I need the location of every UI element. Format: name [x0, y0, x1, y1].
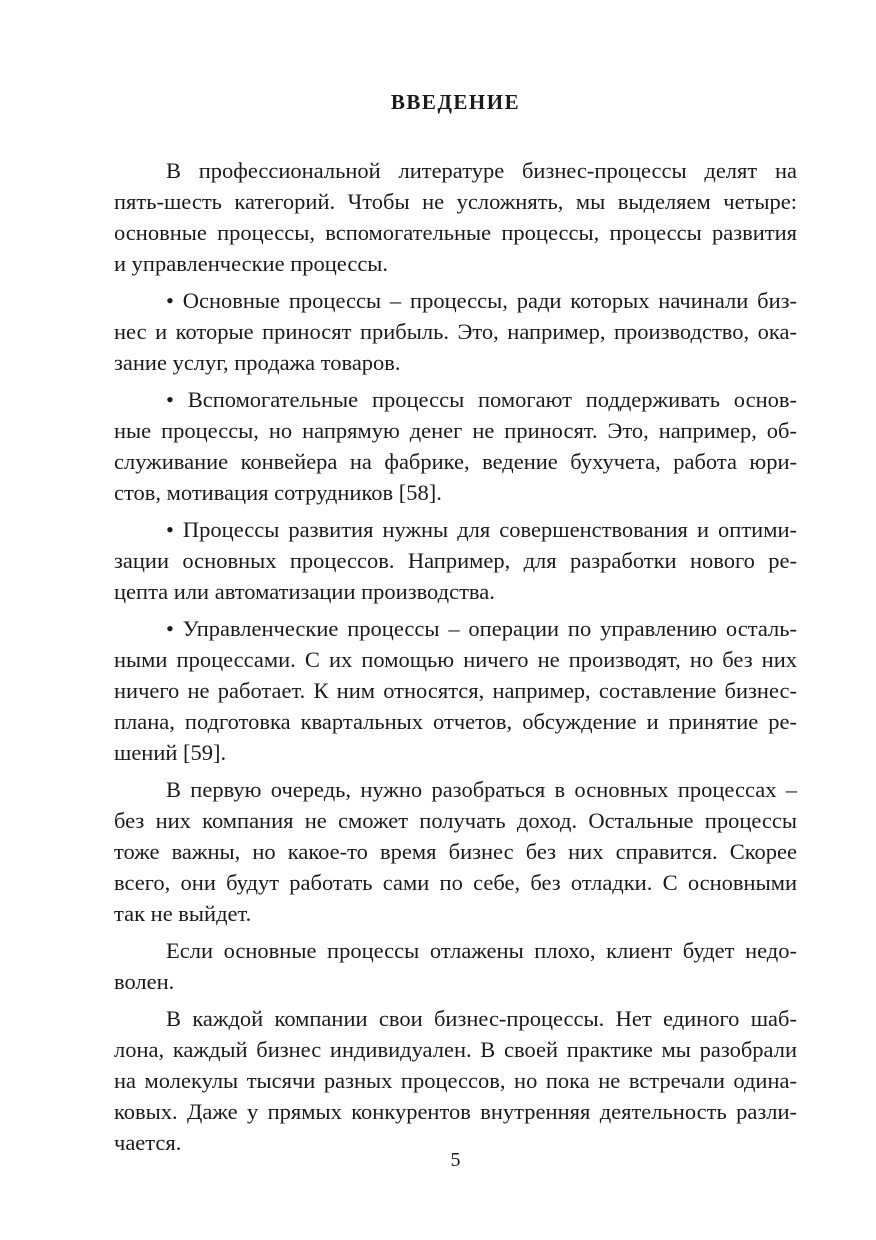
text-line: • Процессы развития нужны для совершенствования и оптими-	[166, 517, 797, 542]
bullet-paragraph	[114, 514, 797, 607]
text-line: ничего не работает. К ним относятся, например, составление бизнес-	[114, 678, 797, 703]
paragraph	[114, 155, 797, 279]
text-line: цепта или автоматизации производства.	[114, 579, 495, 604]
chapter-title: ВВЕДЕНИЕ	[390, 90, 521, 114]
text-line: и управленческие процессы.	[114, 251, 389, 276]
bullet-paragraph	[114, 613, 797, 768]
text-line: лона, каждый бизнес индивидуален. В своей практике мы разобрали	[114, 1037, 797, 1062]
text-line: шений [59].	[114, 740, 227, 765]
text-line: стов, мотивация сотрудников [58].	[114, 480, 442, 505]
text-line: так не выйдет.	[114, 901, 252, 926]
paragraph	[114, 774, 797, 929]
text-line: В профессиональной литературе бизнес-процессы делят на	[166, 158, 797, 183]
bullet-paragraph	[114, 384, 797, 508]
text-line: плана, подготовка квартальных отчетов, обсуждение и принятие ре-	[114, 709, 797, 734]
text-line: служивание конвейера на фабрике, ведение бухучета, работа юри-	[114, 449, 797, 474]
text-line: волен.	[114, 969, 175, 994]
text-line: В каждой компании свои бизнес-процессы. Нет единого шаб-	[166, 1006, 797, 1031]
text-line: • Управленческие процессы – операции по управлению осталь-	[166, 616, 797, 641]
text-line: пять-шесть категорий. Чтобы не усложнять, мы выделяем четыре:	[114, 189, 797, 214]
text-line: тоже важны, но какое-то время бизнес без них справится. Скорее	[114, 839, 797, 864]
text-line: ными процессами. С их помощью ничего не производят, но без них	[114, 647, 797, 672]
text-line: нес и которые приносят прибыль. Это, например, производство, ока-	[114, 319, 797, 344]
book-page	[114, 0, 797, 1240]
text-line: без них компания не сможет получать доход. Остальные процессы	[114, 808, 797, 833]
paragraph	[114, 935, 797, 997]
paragraph	[114, 1003, 797, 1158]
text-line: чается.	[114, 1130, 182, 1155]
text-line: зание услуг, продажа товаров.	[114, 350, 401, 375]
text-line: Если основные процессы отлажены плохо, клиент будет недо-	[166, 938, 797, 963]
text-line: • Основные процессы – процессы, ради которых начинали биз-	[166, 288, 797, 313]
text-line: ковых. Даже у прямых конкурентов внутренняя деятельность разли-	[114, 1099, 797, 1124]
text-line: зации основных процессов. Например, для разработки нового ре-	[114, 548, 797, 573]
text-line: ные процессы, но напрямую денег не приносят. Это, например, об-	[114, 418, 797, 443]
text-line: • Вспомогательные процессы помогают поддерживать основ-	[166, 387, 797, 412]
body-text	[114, 155, 797, 1164]
text-line: всего, они будут работать сами по себе, без отладки. С основными	[114, 870, 797, 895]
text-line: В первую очередь, нужно разобраться в основных процессах –	[166, 777, 797, 802]
bullet-paragraph	[114, 285, 797, 378]
page-number: 5	[450, 1149, 461, 1171]
text-line: на молекулы тысячи разных процессов, но пока не встречали одина-	[114, 1068, 797, 1093]
text-line: основные процессы, вспомогательные процессы, процессы развития	[114, 220, 797, 245]
